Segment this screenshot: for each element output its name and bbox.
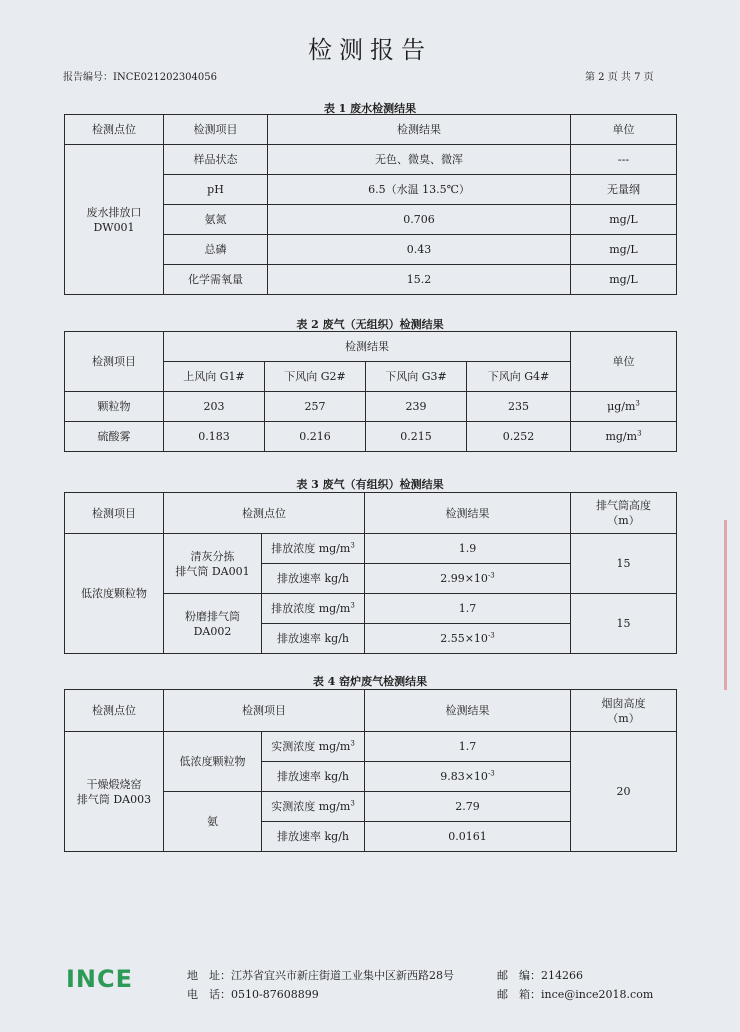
t2-value: 0.216 <box>265 422 366 452</box>
t1-point-line1: 废水排放口 <box>86 205 142 219</box>
t2-value: 203 <box>164 392 265 422</box>
t3-header-height-label: 排气筒高度 <box>596 499 651 512</box>
t3-param <box>262 624 365 654</box>
table3-caption: 表 3 废气（有组织）检测结果 <box>296 478 444 491</box>
footer-email: 邮 箱：ince@ince2018.com <box>497 988 654 1001</box>
t2-unit <box>571 392 677 422</box>
t4-param <box>262 762 365 792</box>
t3-height: 15 <box>571 594 677 654</box>
t3-param <box>262 564 365 594</box>
t1-item: 氨氮 <box>164 205 268 235</box>
t4-value <box>365 792 571 822</box>
t1-result: 0.706 <box>268 205 571 235</box>
t3-value <box>365 564 571 594</box>
t2-value: 239 <box>366 392 467 422</box>
t2-value: 257 <box>265 392 366 422</box>
t3-param <box>262 594 365 624</box>
t1-unit: mg/L <box>571 265 677 295</box>
t2-unit <box>571 422 677 452</box>
t4-value-text: 2.79 <box>455 800 480 813</box>
t4-param-sup: 3 <box>350 799 355 808</box>
t1-point-cell <box>65 145 164 295</box>
t3-param <box>262 534 365 564</box>
footer-phone: 电 话：0510-87608899 <box>187 988 319 1001</box>
table4-caption: 表 4 窑炉废气检测结果 <box>312 675 428 688</box>
t2-item: 颗粒物 <box>65 392 164 422</box>
report-number: 报告编号：INCE021202304056 <box>63 72 217 83</box>
t2-header-result: 检测结果 <box>164 332 571 362</box>
t2-unit-text: μg/m <box>607 400 636 413</box>
t3-header-item: 检测项目 <box>65 493 164 534</box>
t1-result: 6.5（水温 13.5℃） <box>268 175 571 205</box>
t4-header-height <box>571 690 677 732</box>
t4-point-line1: 干燥煅烧窑 <box>86 777 142 791</box>
t3-header-point: 检测点位 <box>164 493 365 534</box>
t3-header-height <box>571 493 677 534</box>
table3-organized-gas <box>64 492 677 654</box>
t2-unit-sup: 3 <box>637 429 642 438</box>
t4-param <box>262 822 365 852</box>
t3-point-line2: DA002 <box>193 624 232 638</box>
t4-value-text: 9.83×10 <box>440 770 488 783</box>
t4-value <box>365 732 571 762</box>
t3-value-sup: -3 <box>487 571 495 580</box>
table2-fugitive-gas <box>64 331 677 452</box>
t3-param-text: 排放浓度 mg/m <box>271 542 351 555</box>
footer-address: 地 址：江苏省宜兴市新庄街道工业集中区新西路28号 <box>187 969 454 982</box>
t2-site-g3: 下风向 G3# <box>366 362 467 392</box>
t3-param-text: 排放速率 kg/h <box>277 572 349 585</box>
t4-param <box>262 732 365 762</box>
t3-value-text: 2.99×10 <box>440 572 488 585</box>
t4-header-item: 检测项目 <box>164 690 365 732</box>
t4-value-text: 1.7 <box>458 740 477 753</box>
t3-value <box>365 534 571 564</box>
t3-point-line2: 排气筒 DA001 <box>175 564 250 578</box>
t4-param-text: 排放速率 kg/h <box>277 830 349 843</box>
t2-header-unit: 单位 <box>571 332 677 392</box>
t3-point <box>164 594 262 654</box>
t2-unit-sup: 3 <box>635 399 640 408</box>
t2-site-g1: 上风向 G1# <box>164 362 265 392</box>
t4-value-sup: -3 <box>487 769 495 778</box>
t4-value <box>365 762 571 792</box>
ince-logo: INCE <box>66 965 134 993</box>
t3-value-text: 1.9 <box>458 542 477 555</box>
t1-item: 总磷 <box>164 235 268 265</box>
t1-header-item: 检测项目 <box>164 115 268 145</box>
t3-height: 15 <box>571 534 677 594</box>
table4-kiln-gas <box>64 689 677 852</box>
t1-item: 样品状态 <box>164 145 268 175</box>
t3-value <box>365 594 571 624</box>
t1-unit: 无量纲 <box>571 175 677 205</box>
t4-header-result: 检测结果 <box>365 690 571 732</box>
table1-wastewater <box>64 114 677 295</box>
t3-point-line1: 清灰分拣 <box>190 549 235 563</box>
page-number: 第 2 页 共 7 页 <box>585 72 654 83</box>
t4-header-height-unit: （m） <box>607 711 640 725</box>
t3-header-result: 检测结果 <box>365 493 571 534</box>
t1-result: 15.2 <box>268 265 571 295</box>
t1-header-unit: 单位 <box>571 115 677 145</box>
t4-point <box>65 732 164 852</box>
footer-postcode: 邮 编：214266 <box>497 969 583 982</box>
t1-result: 0.43 <box>268 235 571 265</box>
t2-value: 0.183 <box>164 422 265 452</box>
t4-value <box>365 822 571 852</box>
t1-item: 化学需氧量 <box>164 265 268 295</box>
t3-header-height-unit: （m） <box>607 514 640 527</box>
t4-param-text: 实测浓度 mg/m <box>271 740 351 753</box>
t3-param-text: 排放浓度 mg/m <box>271 602 351 615</box>
t1-unit: mg/L <box>571 235 677 265</box>
t1-result: 无色、微臭、微浑 <box>268 145 571 175</box>
t3-item: 低浓度颗粒物 <box>65 534 164 654</box>
t4-param-text: 排放速率 kg/h <box>277 770 349 783</box>
t3-param-text: 排放速率 kg/h <box>277 632 349 645</box>
t4-point-line2: 排气筒 DA003 <box>76 792 152 806</box>
t4-param-sup: 3 <box>350 739 355 748</box>
t2-header-item: 检测项目 <box>65 332 164 392</box>
t3-param-sup: 3 <box>350 601 355 610</box>
t2-item: 硫酸雾 <box>65 422 164 452</box>
t3-value <box>365 624 571 654</box>
t1-item: pH <box>164 175 268 205</box>
t4-param <box>262 792 365 822</box>
table1-caption: 表 1 废水检测结果 <box>323 102 417 115</box>
red-stamp-edge <box>724 520 740 690</box>
t3-value-sup: -3 <box>487 631 495 640</box>
t2-site-g4: 下风向 G4# <box>467 362 571 392</box>
t3-param-sup: 3 <box>350 541 355 550</box>
t4-param-text: 实测浓度 mg/m <box>271 800 351 813</box>
t1-unit: mg/L <box>571 205 677 235</box>
t1-point-line2: DW001 <box>93 220 135 234</box>
t4-height: 20 <box>571 732 677 852</box>
t4-item: 低浓度颗粒物 <box>164 732 262 792</box>
t3-value-text: 2.55×10 <box>440 632 488 645</box>
t3-point-line1: 粉磨排气筒 <box>185 609 240 623</box>
table2-caption: 表 2 废气（无组织）检测结果 <box>296 318 444 331</box>
t2-value: 0.215 <box>366 422 467 452</box>
t2-site-g2: 下风向 G2# <box>265 362 366 392</box>
page-title: 检测报告 <box>308 36 432 64</box>
t4-value-text: 0.0161 <box>448 830 487 843</box>
t1-unit: --- <box>571 145 677 175</box>
t3-point <box>164 534 262 594</box>
t3-value-text: 1.7 <box>458 602 477 615</box>
t1-header-result: 检测结果 <box>268 115 571 145</box>
t2-unit-text: mg/m <box>605 430 638 443</box>
t1-header-point: 检测点位 <box>65 115 164 145</box>
t4-header-height-label: 烟囱高度 <box>601 696 646 710</box>
t4-header-point: 检测点位 <box>65 690 164 732</box>
t2-value: 0.252 <box>467 422 571 452</box>
t4-item: 氨 <box>164 792 262 852</box>
t2-value: 235 <box>467 392 571 422</box>
